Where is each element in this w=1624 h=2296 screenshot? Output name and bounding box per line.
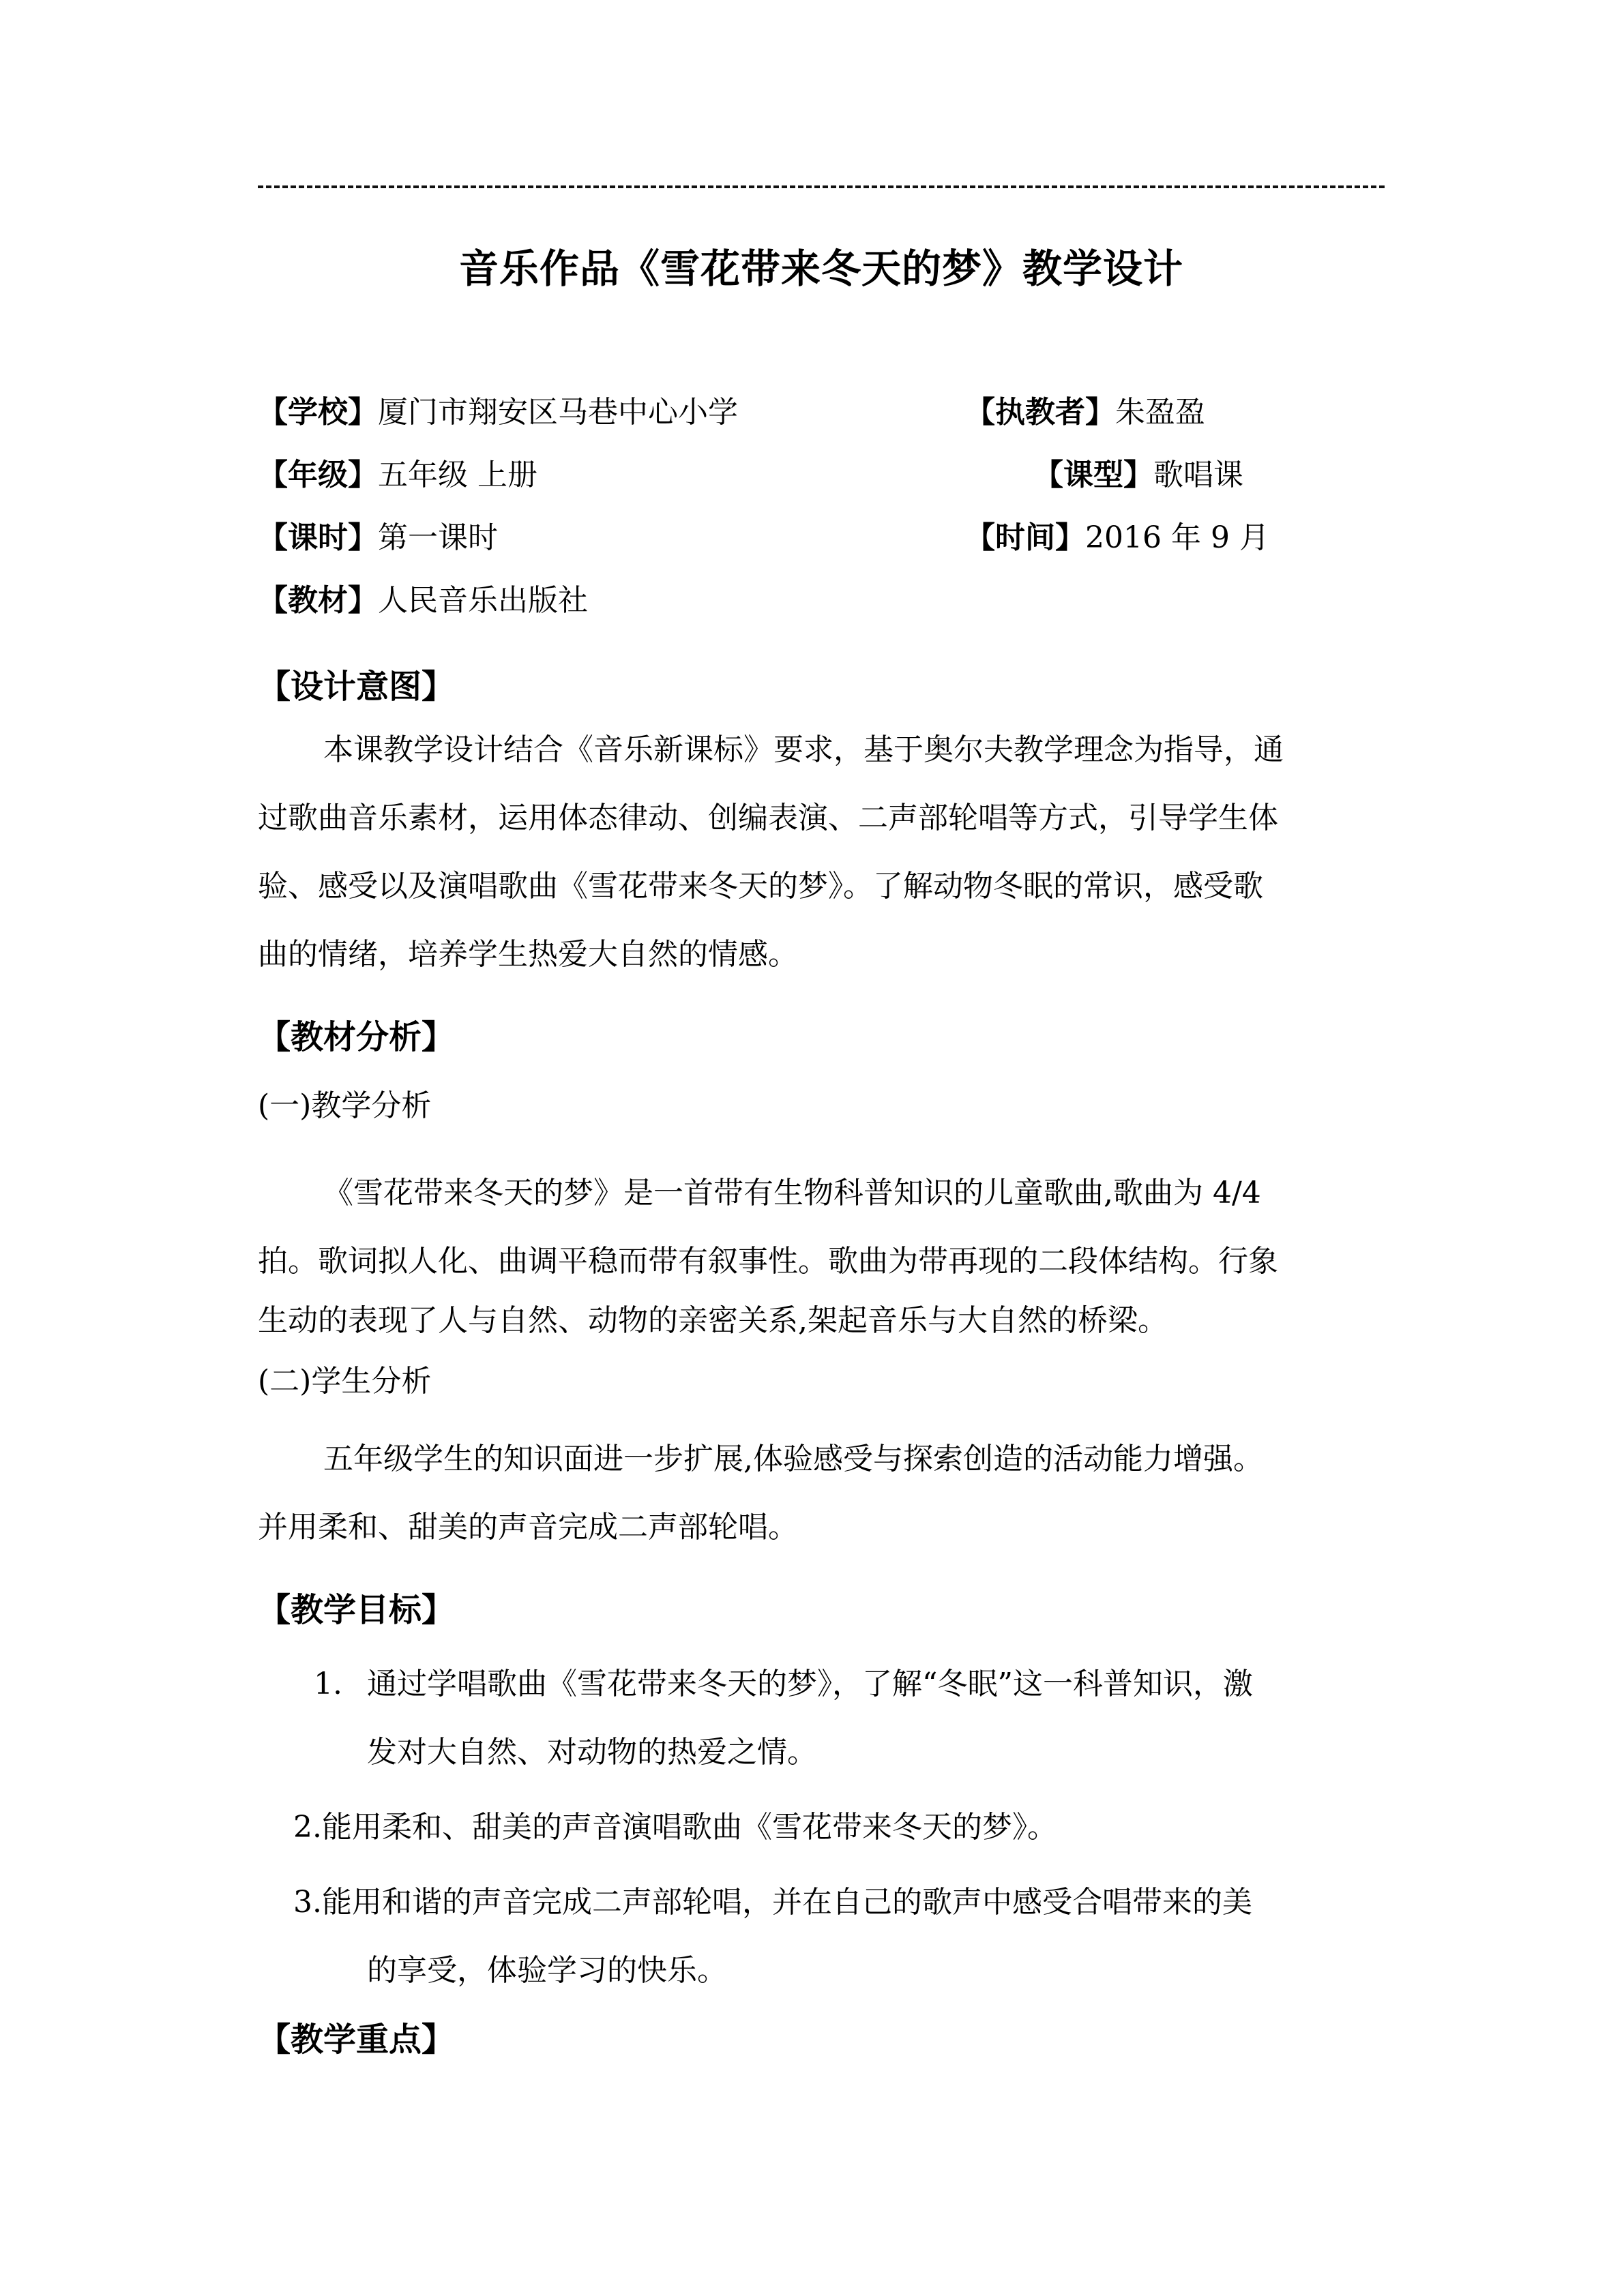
meta-teacher-value: 朱盈盈 <box>1115 395 1205 430</box>
goal-item-1 <box>314 1650 1385 1787</box>
meta-textbook <box>258 580 588 621</box>
heading-material-analysis: 【教材分析】 <box>258 1018 455 1056</box>
meta-school-label: 【学校】 <box>258 395 378 430</box>
heading-design-intent: 【设计意图】 <box>258 668 455 706</box>
meta-row <box>258 455 1385 518</box>
text-line: 本课教学设计结合《音乐新课标》要求，基于奥尔夫教学理念为指导，通 <box>323 732 1284 767</box>
text-line <box>293 1868 1385 1937</box>
page-title: 音乐作品《雪花带来冬天的梦》教学设计 <box>458 245 1183 292</box>
meta-textbook-label: 【教材】 <box>258 583 378 618</box>
goal-line-text: 能用柔和、甜美的声音演唱歌曲《雪花带来冬天的梦》。 <box>321 1810 1057 1845</box>
goal-number: 2. <box>293 1810 322 1845</box>
paragraph-teaching-analysis <box>258 1159 1385 1346</box>
meta-teacher-label: 【执教者】 <box>965 395 1115 430</box>
text-line: 五年级学生的知识面进一步扩展,体验感受与探索创造的活动能力增强。 <box>323 1442 1263 1476</box>
subheading-student-analysis: (二)学生分析 <box>258 1364 432 1399</box>
text-line: 过歌曲音乐素材，运用体态律动、创编表演、二声部轮唱等方式，引导学生体 <box>258 801 1278 835</box>
text-line: 验、感受以及演唱歌曲《雪花带来冬天的梦》。了解动物冬眠的常识，感受歌 <box>258 869 1263 904</box>
text-line: 的享受，体验学习的快乐。 <box>367 1953 727 1988</box>
text-line <box>293 1793 1385 1862</box>
paragraph-design-intent <box>258 716 1385 989</box>
meta-row <box>258 580 1385 643</box>
goal-number: 1. <box>314 1667 342 1701</box>
goal-item-2 <box>293 1793 1385 1862</box>
meta-lesson-type-value: 歌唱课 <box>1153 458 1243 492</box>
text-line: 曲的情绪，培养学生热爱大自然的情感。 <box>258 937 798 972</box>
subheading-teaching-analysis: (一)教学分析 <box>258 1088 432 1123</box>
goal-line-text: 能用和谐的声音完成二声部轮唱，并在自己的歌声中感受合唱带来的美 <box>321 1885 1252 1920</box>
meta-date-value: 2016 年 9 月 <box>1085 520 1269 555</box>
text-line: 拍。歌词拟人化、曲调平稳而带有叙事性。歌曲为带再现的二段体结构。行象 <box>258 1244 1278 1279</box>
goal-text <box>293 1868 1385 2005</box>
meta-grade-value: 五年级 上册 <box>378 458 537 492</box>
text-line: 并用柔和、甜美的声音完成二声部轮唱。 <box>258 1510 798 1545</box>
text-line: 通过学唱歌曲《雪花带来冬天的梦》，了解“冬眠”这一科普知识，激 <box>367 1667 1253 1701</box>
meta-date-label: 【时间】 <box>965 520 1085 555</box>
meta-grade <box>258 455 537 496</box>
meta-period <box>258 518 498 558</box>
meta-lesson-type-label: 【课型】 <box>1033 458 1153 492</box>
header-dashed-rule <box>258 185 1385 188</box>
meta-school-value: 厦门市翔安区马巷中心小学 <box>378 395 738 430</box>
goal-text <box>293 1793 1385 1862</box>
text-line: 《雪花带来冬天的梦》是一首带有生物科普知识的儿童歌曲,歌曲为 4/4 <box>323 1176 1261 1210</box>
meta-grade-label: 【年级】 <box>258 458 378 492</box>
goal-item-3 <box>293 1868 1385 2005</box>
meta-date <box>965 518 1269 558</box>
heading-teaching-goals: 【教学目标】 <box>258 1591 455 1629</box>
meta-textbook-value: 人民音乐出版社 <box>378 583 588 618</box>
meta-lesson-type <box>1033 455 1243 496</box>
meta-row <box>258 392 1385 455</box>
paragraph-student-analysis <box>258 1425 1385 1562</box>
heading-teaching-focus: 【教学重点】 <box>258 2021 455 2059</box>
goal-text <box>367 1650 1385 1787</box>
text-line: 发对大自然、对动物的热爱之情。 <box>367 1735 817 1770</box>
meta-row <box>258 518 1385 580</box>
meta-period-value: 第一课时 <box>378 520 498 555</box>
meta-school <box>258 392 738 433</box>
meta-period-label: 【课时】 <box>258 520 378 555</box>
goal-number: 3. <box>293 1885 322 1920</box>
meta-block <box>258 392 1385 643</box>
text-line: 生动的表现了人与自然、动物的亲密关系,架起音乐与大自然的桥梁。 <box>258 1303 1168 1338</box>
meta-teacher <box>965 392 1205 433</box>
